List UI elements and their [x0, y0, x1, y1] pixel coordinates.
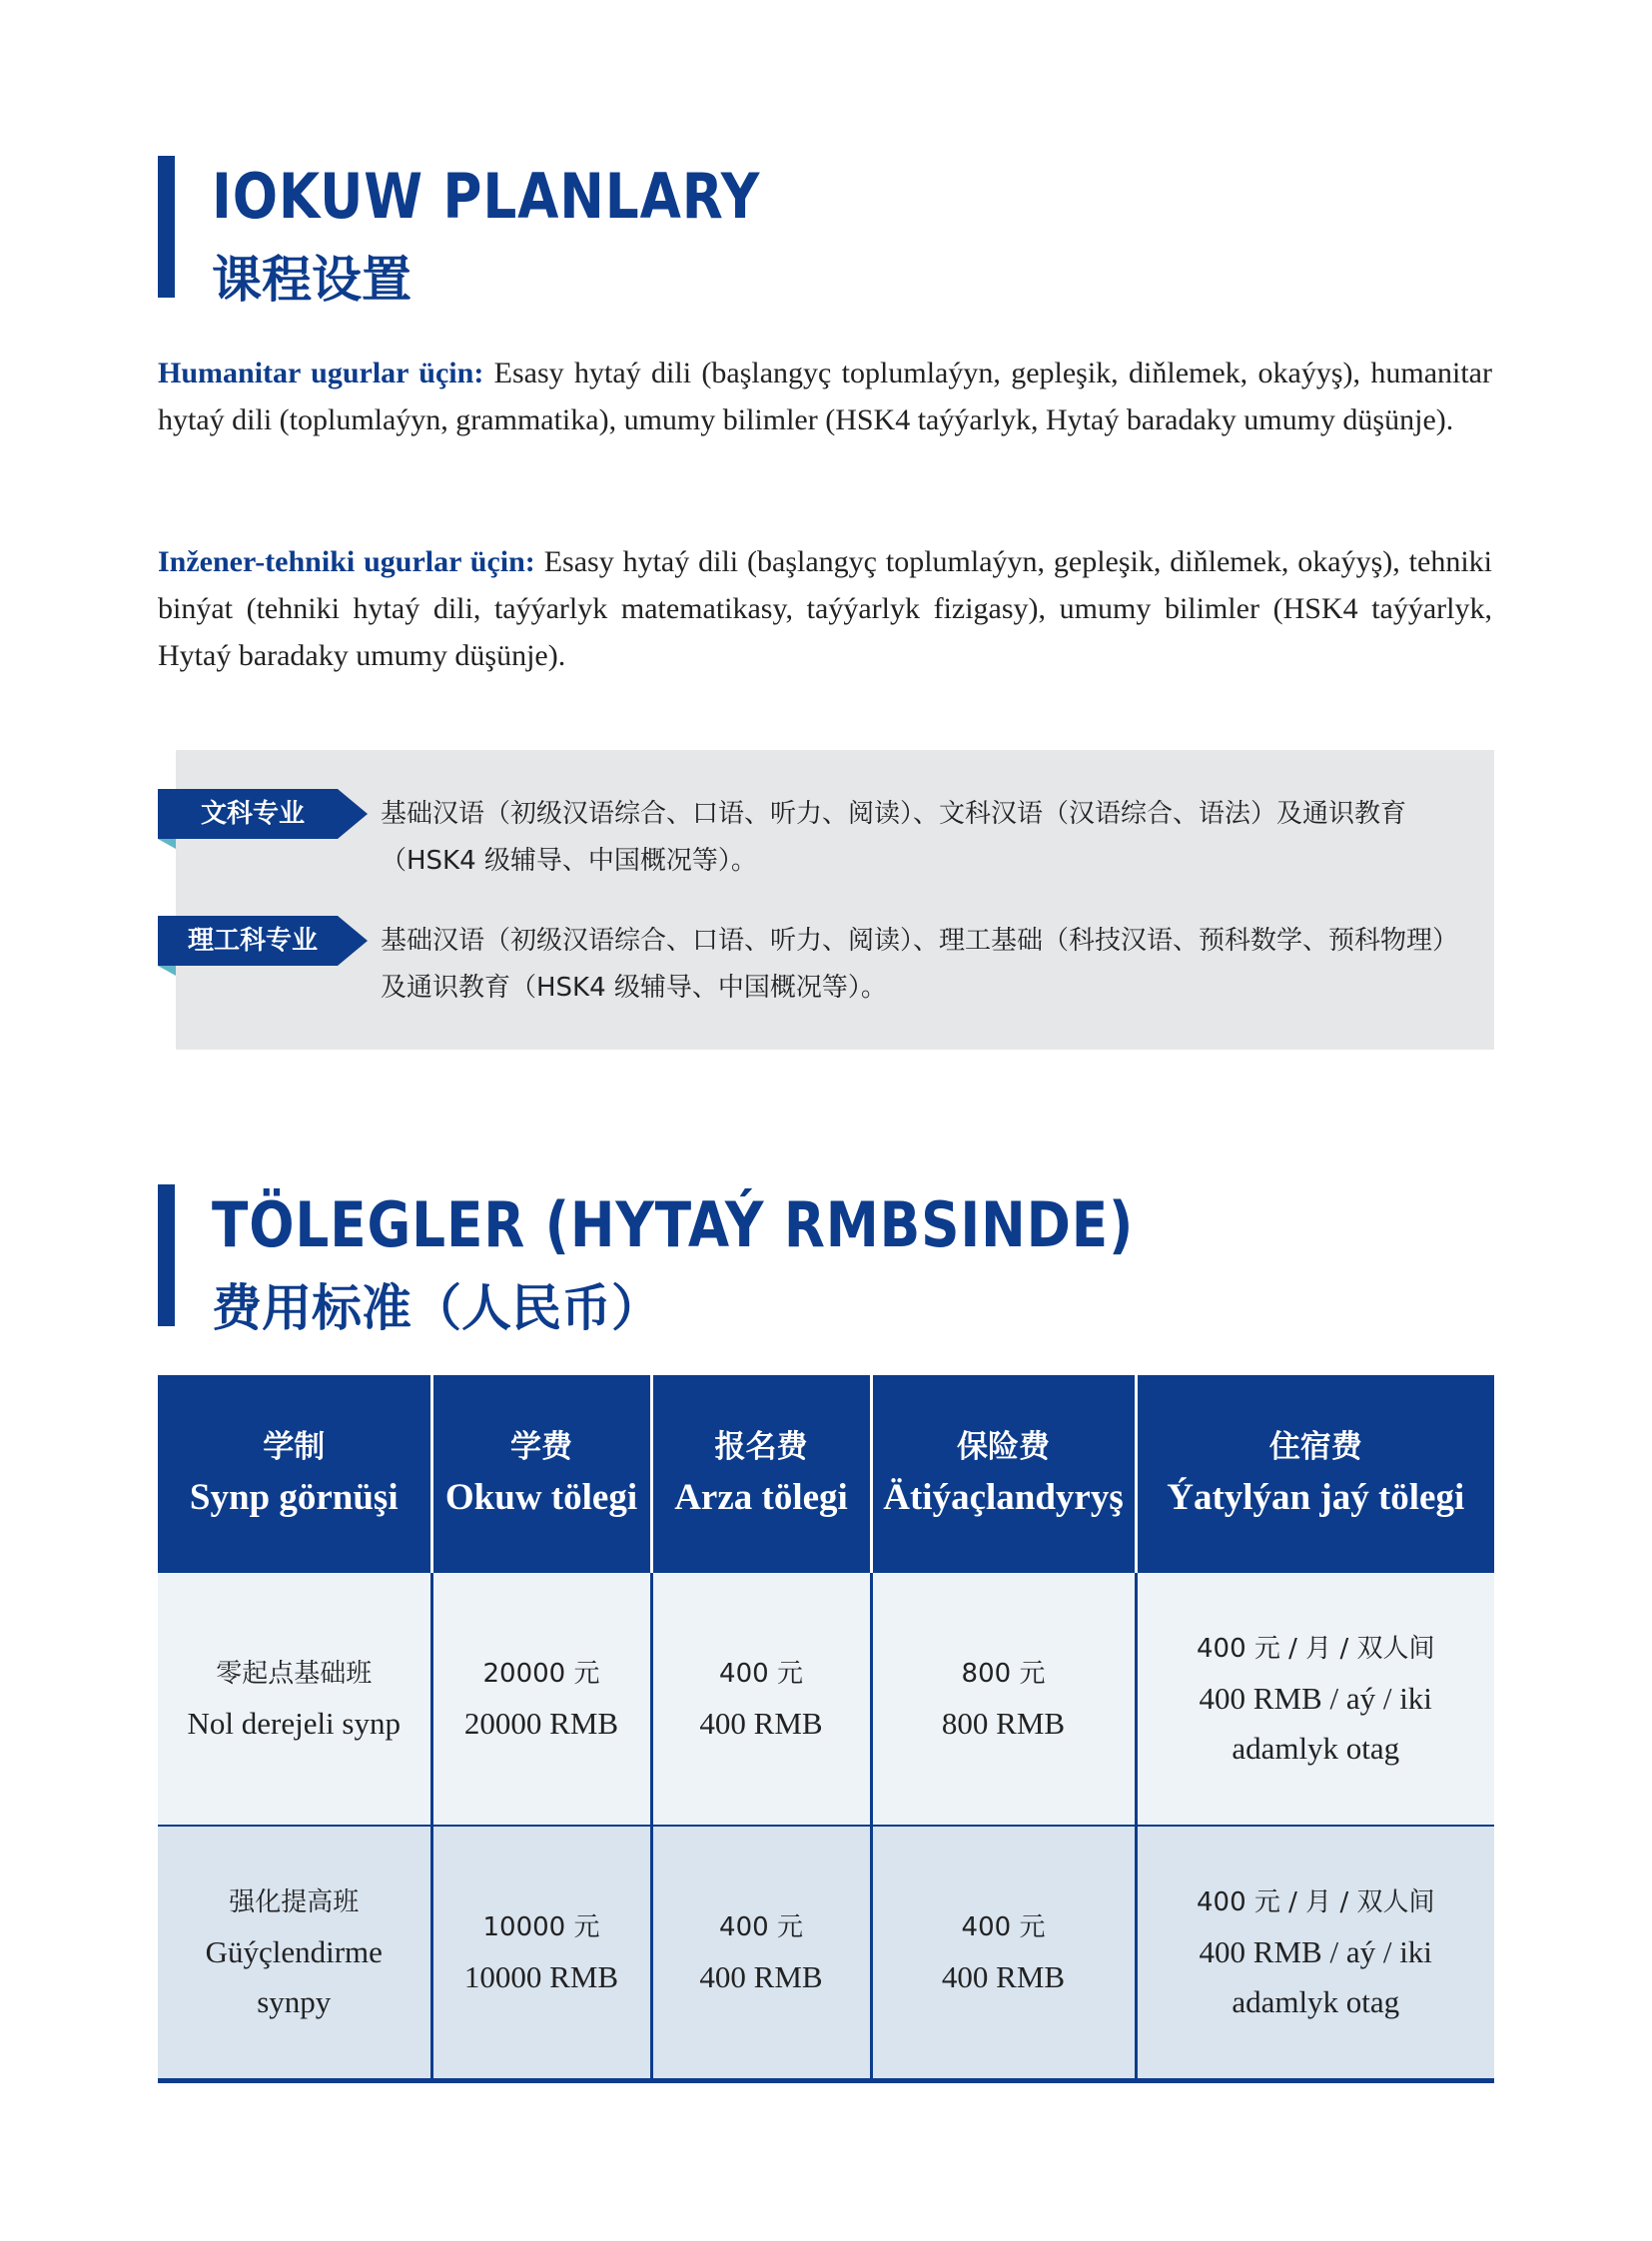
heading-accent-bar: [158, 1184, 175, 1326]
liberal-arts-tag-label: 文科专业: [200, 799, 305, 829]
header-program-type: 学制 Synp görnüşi: [158, 1375, 431, 1573]
table-cell: 强化提高班 Güýçlendirme synpy: [158, 1826, 431, 2081]
liberal-arts-text: 基础汉语（初级汉语综合、口语、听力、阅读）、文科汉语（汉语综合、语法）及通识教育（HSK4 级辅导、中国概况等）。: [381, 799, 1407, 876]
engineering-lead: Inžener-tehniki ugurlar üçin:: [158, 545, 535, 578]
header-insurance: 保险费 Ätiýaçlandyryş: [871, 1375, 1136, 1573]
table-cell: 10000 元 10000 RMB: [431, 1826, 651, 2081]
table-cell: 400 元 / 月 / 双人间 400 RMB / aý / iki adamlyk otag: [1136, 1826, 1494, 2081]
humanities-paragraph: [158, 350, 1492, 443]
header-application-fee: 报名费 Arza tölegi: [651, 1375, 871, 1573]
table-cell: 400 元 400 RMB: [871, 1826, 1136, 2081]
header-tuition: 学费 Okuw tölegi: [431, 1375, 651, 1573]
engineering-text: Esasy hytaý dili (başlangyç toplumlaýyn, gepleşik, diňlemek, okaýyş), tehniki binýat (tehniki hytaý dili, taýýarlyk matematikasy, taýýarlyk fizigasy), umumy bilimler (HSK4 taýýarlyk, Hytaý baradaky umumy düşünje).: [158, 545, 1493, 672]
humanities-text: Esasy hytaý dili (başlangyç toplumlaýyn, gepleşik, diňlemek, okaýyş), humanitar hytaý dili (toplumlaýyn, grammatika), umumy bilimler (HSK4 taýýarlyk, Hytaý baradaky umumy düşünje).: [158, 357, 1492, 436]
science-engineering-tag: [158, 916, 368, 966]
header-accommodation: 住宿费 Ýatylýan jaý tölegi: [1136, 1375, 1494, 1573]
table-cell: 400 元 400 RMB: [651, 1573, 871, 1826]
fees-title-zh: 费用标准（人民币）: [212, 1279, 661, 1337]
table-cell: 400 元 / 月 / 双人间 400 RMB / aý / iki adamlyk otag: [1136, 1573, 1494, 1826]
fees-title-en: TÖLEGLER (HYTAÝ RMBSINDE): [212, 1188, 1135, 1261]
table-row: [158, 1826, 1494, 2081]
science-engineering-text: 基础汉语（初级汉语综合、口语、听力、阅读）、理工基础（科技汉语、预科数学、预科物理）及通识教育（HSK4 级辅导、中国概况等）。: [381, 926, 1459, 1003]
table-cell: 20000 元 20000 RMB: [431, 1573, 651, 1826]
fees-table: [158, 1375, 1494, 2083]
heading-accent-bar: [158, 156, 175, 298]
table-cell: 400 元 400 RMB: [651, 1826, 871, 2081]
course-plan-title-en: IOKUW PLANLARY: [212, 160, 761, 233]
table-cell: 零起点基础班 Nol derejeli synp: [158, 1573, 431, 1826]
humanities-lead: Humanitar ugurlar üçin:: [158, 357, 484, 389]
course-plan-title-zh: 课程设置: [212, 251, 412, 309]
science-engineering-tag-label: 理工科专业: [187, 926, 318, 956]
liberal-arts-tag: [158, 789, 368, 839]
table-row: [158, 1573, 1494, 1826]
engineering-paragraph: [158, 538, 1492, 679]
table-cell: 800 元 800 RMB: [871, 1573, 1136, 1826]
table-header-row: [158, 1375, 1494, 1573]
